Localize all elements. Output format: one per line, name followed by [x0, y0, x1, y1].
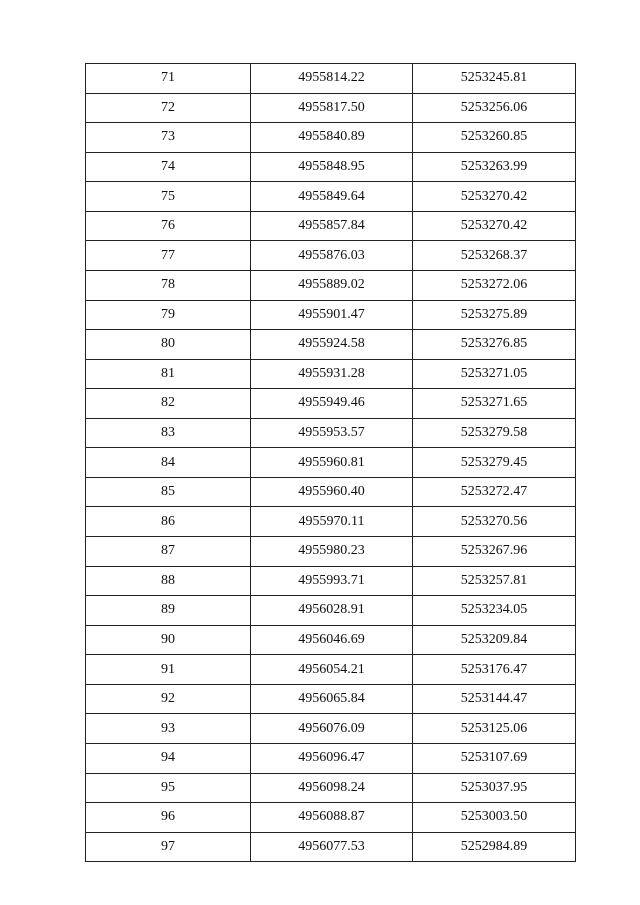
table-row: [86, 270, 576, 300]
point-number-cell: 96: [86, 803, 251, 833]
point-number-cell: 71: [86, 64, 251, 94]
point-number-cell: 97: [86, 832, 251, 862]
x-coordinate-cell: 4955953.57: [251, 418, 413, 448]
y-coordinate-cell: 5253245.81: [413, 64, 576, 94]
point-number-cell: 73: [86, 123, 251, 153]
table-row: [86, 123, 576, 153]
x-coordinate-cell: 4956046.69: [251, 625, 413, 655]
table-row: [86, 832, 576, 862]
table-row: [86, 300, 576, 330]
x-coordinate-cell: 4955849.64: [251, 182, 413, 212]
table-row: [86, 773, 576, 803]
y-coordinate-cell: 5253260.85: [413, 123, 576, 153]
table-row: [86, 684, 576, 714]
table-row: [86, 64, 576, 94]
point-number-cell: 83: [86, 418, 251, 448]
point-number-cell: 90: [86, 625, 251, 655]
x-coordinate-cell: 4956065.84: [251, 684, 413, 714]
y-coordinate-cell: 5252984.89: [413, 832, 576, 862]
point-number-cell: 86: [86, 507, 251, 537]
y-coordinate-cell: 5253279.45: [413, 448, 576, 478]
x-coordinate-cell: 4956028.91: [251, 596, 413, 626]
table-row: [86, 625, 576, 655]
point-number-cell: 88: [86, 566, 251, 596]
y-coordinate-cell: 5253270.42: [413, 182, 576, 212]
table-row: [86, 477, 576, 507]
y-coordinate-cell: 5253209.84: [413, 625, 576, 655]
table-row: [86, 359, 576, 389]
table-row: [86, 596, 576, 626]
coordinate-table: [85, 63, 576, 862]
x-coordinate-cell: 4955857.84: [251, 211, 413, 241]
y-coordinate-cell: 5253234.05: [413, 596, 576, 626]
table-row: [86, 566, 576, 596]
point-number-cell: 94: [86, 743, 251, 773]
x-coordinate-cell: 4955814.22: [251, 64, 413, 94]
point-number-cell: 93: [86, 714, 251, 744]
table-row: [86, 743, 576, 773]
table-row: [86, 389, 576, 419]
x-coordinate-cell: 4955848.95: [251, 152, 413, 182]
y-coordinate-cell: 5253270.56: [413, 507, 576, 537]
point-number-cell: 75: [86, 182, 251, 212]
point-number-cell: 95: [86, 773, 251, 803]
table-row: [86, 418, 576, 448]
table-row: [86, 330, 576, 360]
y-coordinate-cell: 5253176.47: [413, 655, 576, 685]
x-coordinate-cell: 4956096.47: [251, 743, 413, 773]
x-coordinate-cell: 4955970.11: [251, 507, 413, 537]
y-coordinate-cell: 5253272.47: [413, 477, 576, 507]
table-row: [86, 448, 576, 478]
x-coordinate-cell: 4955840.89: [251, 123, 413, 153]
table-row: [86, 655, 576, 685]
y-coordinate-cell: 5253107.69: [413, 743, 576, 773]
point-number-cell: 85: [86, 477, 251, 507]
table-row: [86, 152, 576, 182]
point-number-cell: 89: [86, 596, 251, 626]
x-coordinate-cell: 4955931.28: [251, 359, 413, 389]
table-row: [86, 714, 576, 744]
coordinate-table-body: [86, 64, 576, 862]
table-row: [86, 507, 576, 537]
x-coordinate-cell: 4955960.40: [251, 477, 413, 507]
table-row: [86, 93, 576, 123]
y-coordinate-cell: 5253003.50: [413, 803, 576, 833]
point-number-cell: 77: [86, 241, 251, 271]
x-coordinate-cell: 4956054.21: [251, 655, 413, 685]
point-number-cell: 82: [86, 389, 251, 419]
x-coordinate-cell: 4955924.58: [251, 330, 413, 360]
point-number-cell: 79: [86, 300, 251, 330]
point-number-cell: 74: [86, 152, 251, 182]
point-number-cell: 80: [86, 330, 251, 360]
x-coordinate-cell: 4955949.46: [251, 389, 413, 419]
y-coordinate-cell: 5253267.96: [413, 537, 576, 567]
table-row: [86, 537, 576, 567]
y-coordinate-cell: 5253270.42: [413, 211, 576, 241]
point-number-cell: 91: [86, 655, 251, 685]
y-coordinate-cell: 5253268.37: [413, 241, 576, 271]
y-coordinate-cell: 5253037.95: [413, 773, 576, 803]
x-coordinate-cell: 4955993.71: [251, 566, 413, 596]
x-coordinate-cell: 4955901.47: [251, 300, 413, 330]
point-number-cell: 92: [86, 684, 251, 714]
y-coordinate-cell: 5253144.47: [413, 684, 576, 714]
x-coordinate-cell: 4955889.02: [251, 270, 413, 300]
y-coordinate-cell: 5253271.05: [413, 359, 576, 389]
table-row: [86, 241, 576, 271]
x-coordinate-cell: 4955876.03: [251, 241, 413, 271]
y-coordinate-cell: 5253125.06: [413, 714, 576, 744]
table-row: [86, 211, 576, 241]
x-coordinate-cell: 4956088.87: [251, 803, 413, 833]
point-number-cell: 84: [86, 448, 251, 478]
x-coordinate-cell: 4955817.50: [251, 93, 413, 123]
x-coordinate-cell: 4956098.24: [251, 773, 413, 803]
x-coordinate-cell: 4955960.81: [251, 448, 413, 478]
y-coordinate-cell: 5253279.58: [413, 418, 576, 448]
table-row: [86, 803, 576, 833]
y-coordinate-cell: 5253276.85: [413, 330, 576, 360]
point-number-cell: 81: [86, 359, 251, 389]
y-coordinate-cell: 5253256.06: [413, 93, 576, 123]
x-coordinate-cell: 4956077.53: [251, 832, 413, 862]
point-number-cell: 87: [86, 537, 251, 567]
x-coordinate-cell: 4956076.09: [251, 714, 413, 744]
x-coordinate-cell: 4955980.23: [251, 537, 413, 567]
y-coordinate-cell: 5253271.65: [413, 389, 576, 419]
point-number-cell: 76: [86, 211, 251, 241]
y-coordinate-cell: 5253257.81: [413, 566, 576, 596]
point-number-cell: 78: [86, 270, 251, 300]
y-coordinate-cell: 5253263.99: [413, 152, 576, 182]
table-row: [86, 182, 576, 212]
y-coordinate-cell: 5253272.06: [413, 270, 576, 300]
point-number-cell: 72: [86, 93, 251, 123]
y-coordinate-cell: 5253275.89: [413, 300, 576, 330]
